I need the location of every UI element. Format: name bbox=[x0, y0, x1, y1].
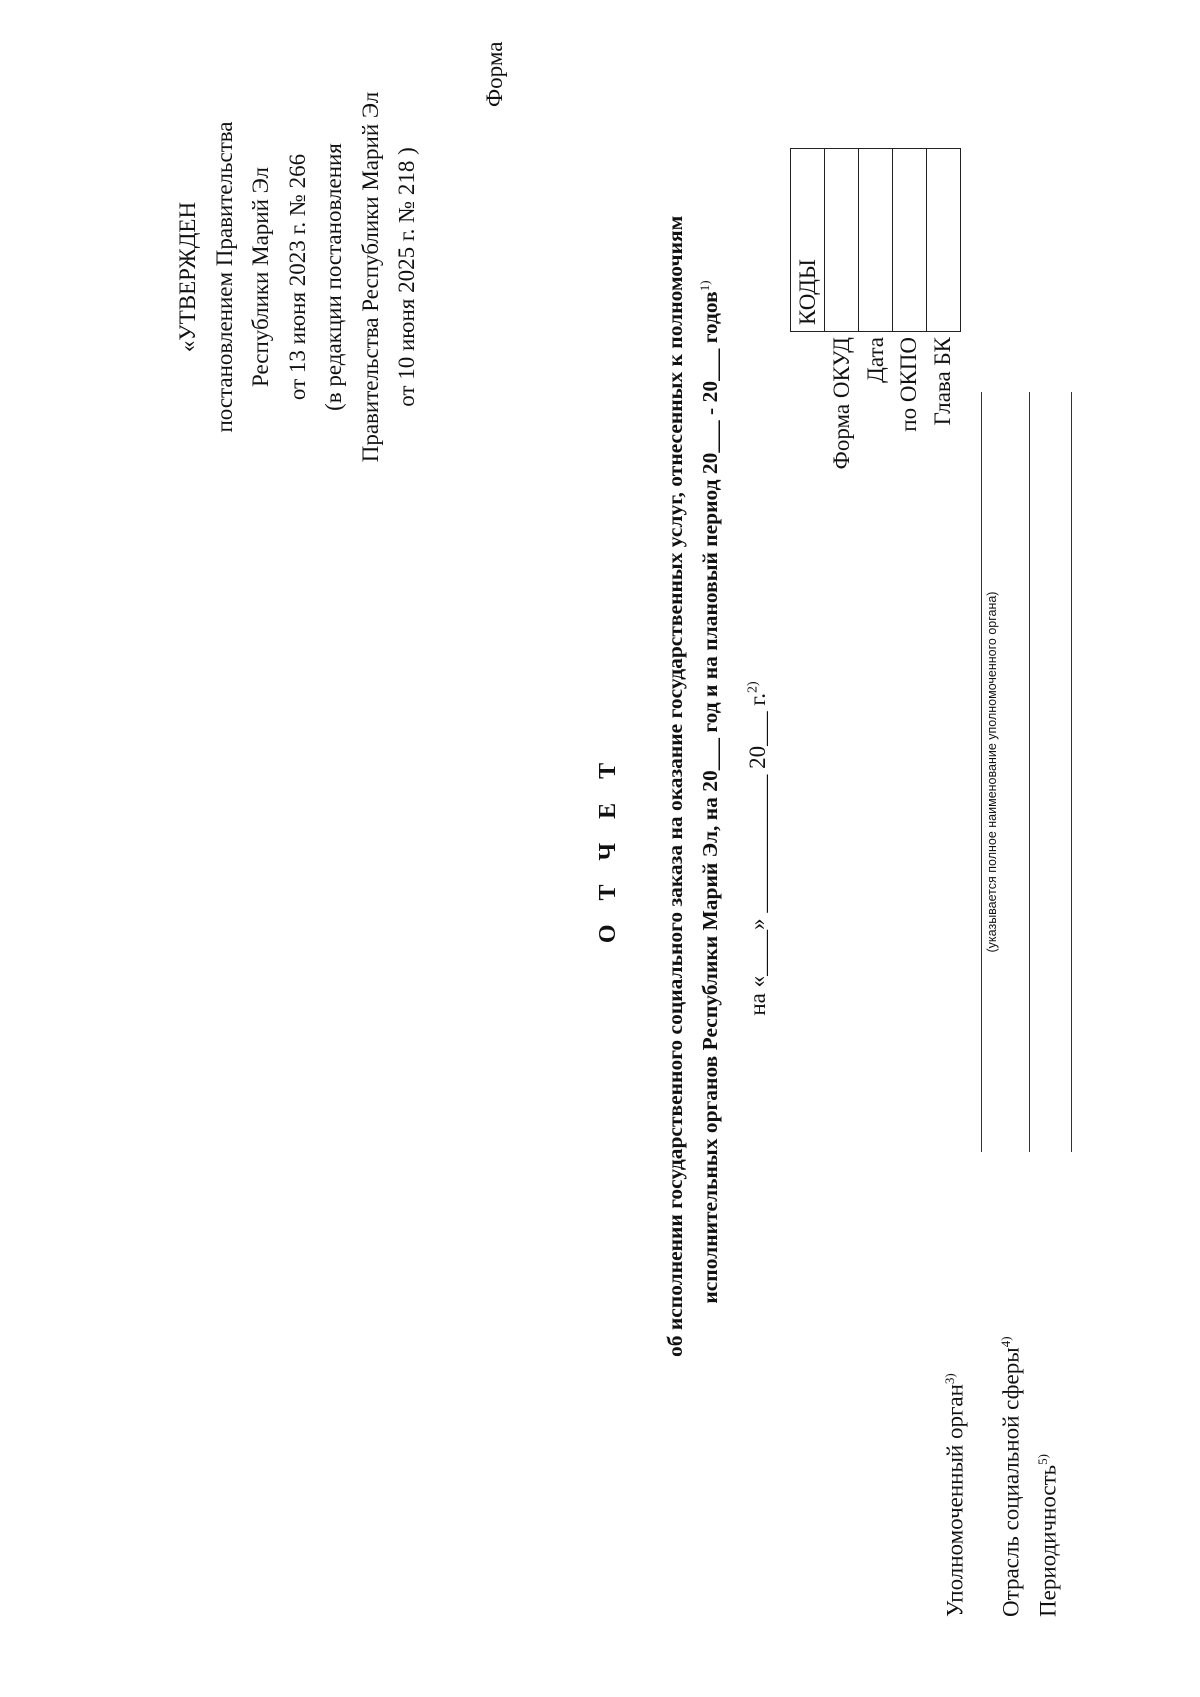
codes-header-row bbox=[791, 149, 825, 332]
subtitle-line-1: об исполнении государственного социального заказа на оказание государственных услуг, отнесенных к полномочиям bbox=[663, 215, 687, 1357]
authority-hint: (указывается полное наименование уполномоченного органа) bbox=[985, 591, 999, 953]
sphere-label-text: Отрасль социальной сферы bbox=[998, 1347, 1024, 1617]
approval-line: постановлением Правительства bbox=[211, 121, 237, 433]
sphere-field[interactable] bbox=[1029, 392, 1030, 1152]
code-label-glava-bk: Глава БК bbox=[929, 337, 955, 426]
code-value-okpo[interactable] bbox=[893, 149, 927, 332]
approval-line: «УТВЕРЖДЕН bbox=[175, 201, 200, 353]
approval-line: от 10 июня 2025 г. № 218 ) bbox=[394, 147, 419, 407]
footnote-marker: 4) bbox=[998, 1336, 1013, 1348]
code-labels bbox=[825, 337, 959, 637]
code-value-date[interactable] bbox=[859, 149, 893, 332]
code-label-okud: Форма ОКУД bbox=[829, 337, 854, 470]
codes-row bbox=[927, 149, 961, 332]
footnote-marker: 3) bbox=[942, 1373, 957, 1385]
codes-header: КОДЫ bbox=[791, 149, 825, 332]
codes-row bbox=[825, 149, 859, 332]
subtitle-line-2 bbox=[690, 227, 725, 1357]
footnote-marker: 2) bbox=[745, 681, 761, 694]
code-value-okud[interactable] bbox=[825, 149, 859, 332]
report-subtitle bbox=[660, 215, 725, 1357]
codes-row bbox=[893, 149, 927, 332]
approval-stamp bbox=[170, 17, 426, 537]
authority-label bbox=[942, 1373, 969, 1617]
approval-line: от 13 июня 2023 г. № 266 bbox=[284, 153, 310, 401]
approval-line: Правительства Республики Марий Эл bbox=[357, 91, 383, 463]
periodicity-field[interactable] bbox=[1071, 392, 1072, 1152]
subtitle-line-2-text: исполнительных органов Республики Марий Эл, на 20___ год и на плановый период 20___ - 20___ годов bbox=[698, 291, 723, 1304]
sphere-label bbox=[998, 1336, 1025, 1617]
form-label: Форма bbox=[482, 41, 507, 107]
code-label-okpo: по ОКПО bbox=[896, 337, 921, 432]
codes-row bbox=[859, 149, 893, 332]
code-value-glava-bk[interactable] bbox=[927, 149, 961, 332]
authority-field[interactable] bbox=[981, 392, 982, 1152]
periodicity-label bbox=[1035, 1454, 1062, 1617]
report-date-text: на «____» ____________ 20___ г. bbox=[745, 693, 770, 1016]
authority-label-text: Уполномоченный орган bbox=[942, 1384, 968, 1617]
footnote-marker: 5) bbox=[1035, 1453, 1050, 1465]
footnote-marker: 1) bbox=[697, 280, 712, 292]
report-date-line bbox=[745, 0, 771, 1697]
periodicity-label-text: Периодичность bbox=[1035, 1464, 1061, 1617]
report-title: О Т Ч Е Т bbox=[595, 753, 621, 944]
codes-table bbox=[790, 148, 961, 332]
approval-line: Республики Марий Эл bbox=[248, 166, 273, 388]
code-label-date: Дата bbox=[862, 337, 888, 383]
approval-line: (в редакции постановления bbox=[321, 143, 346, 411]
